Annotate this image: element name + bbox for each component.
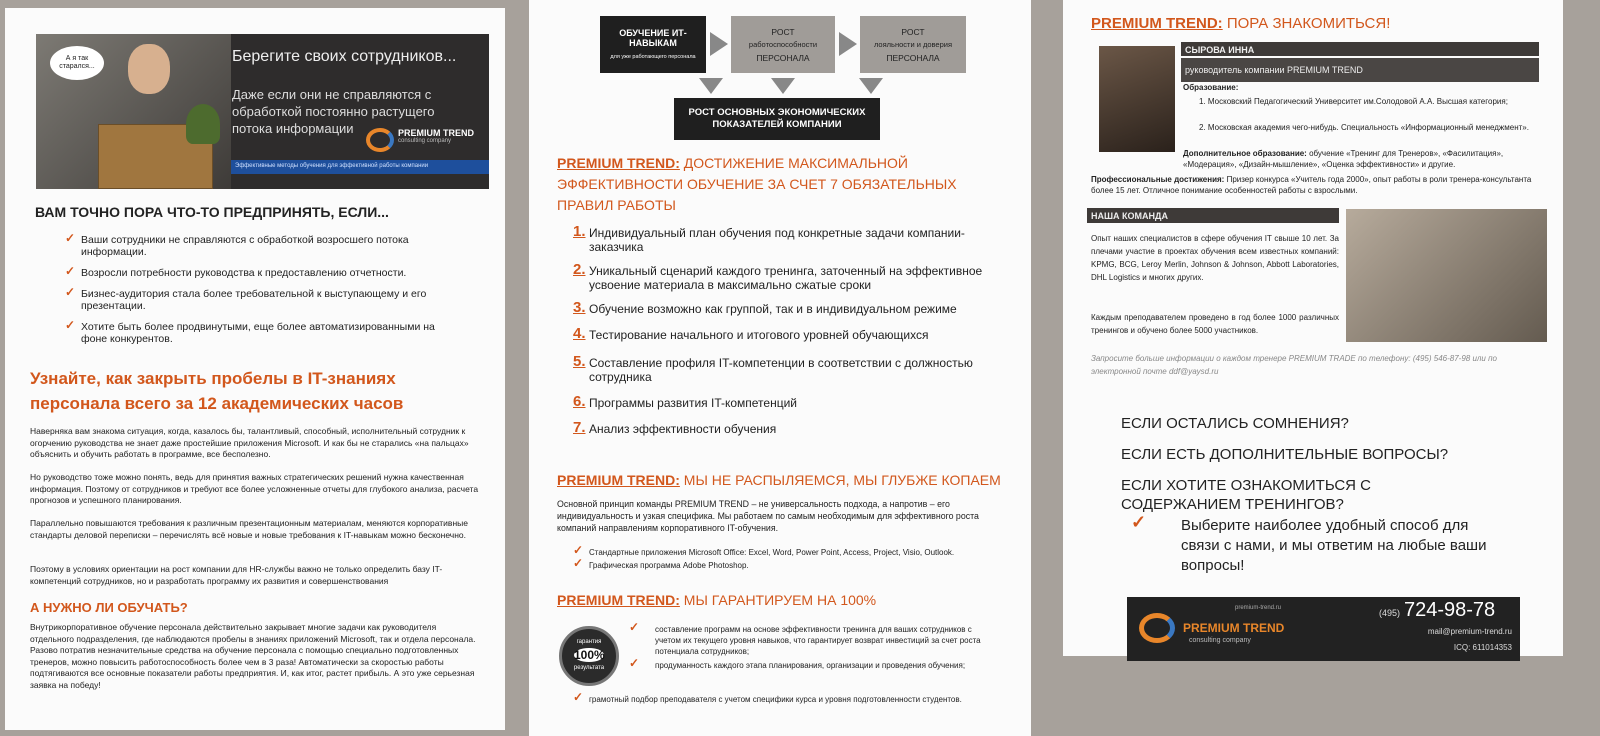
flow-box-label: РОСТ <box>771 26 795 37</box>
phone-code: (495) <box>1379 608 1401 618</box>
arrow-right-icon <box>710 32 728 56</box>
list-item <box>573 299 1013 316</box>
p2-section3-title <box>557 590 1017 611</box>
list-item <box>573 325 1013 342</box>
seal-top-text: гарантия <box>576 639 602 645</box>
hero-logo-name: PREMIUM TREND <box>398 128 474 138</box>
flow-box-label: работоспособности <box>748 39 818 49</box>
list-item <box>573 261 1013 292</box>
p1-paragraph-3: Параллельно повышаются требования к различным презентационным материалам, меняются корпоративные стандарты деловой переписки – перечислять всё новые и новые требования к IT-навыкам можно бесконечно. <box>30 518 468 540</box>
hero-title: Берегите своих сотрудников... <box>232 48 457 65</box>
brochure-page-3-bottom <box>1063 204 1563 656</box>
team-text-1: Опыт наших специалистов в сфере обучения IT свыше 10 лет. За плечами участие в проектах обучения всем известных компаний: KPMG, BCG, Leroy Merlin, Johnson & Johnson, Abbott Laboratories, DHL Logistics и многих других. <box>1091 234 1339 282</box>
p2-section1-title <box>557 153 1007 216</box>
p2-section2-title <box>557 470 1017 491</box>
flow-box-training-sub: для уже работающего персонала <box>610 53 696 60</box>
edu-item-2: 2. Московская академия чего-нибудь. Специальность «Информационный менеджмент». <box>1199 123 1529 132</box>
brand-label: PREMIUM TREND: <box>1091 15 1223 32</box>
arrow-down-icon <box>699 78 723 94</box>
brand-label: PREMIUM TREND: <box>557 155 680 171</box>
brochure-page-2 <box>529 0 1031 736</box>
person-name: СЫРОВА ИННА <box>1181 42 1539 56</box>
extra-edu-text: обучение «Тренинг для Тренеров», «Фасилитация», «Модерация», «Дизайн-мышление», «Оценка эффективности» и другие. <box>1183 149 1504 169</box>
hero-strip: Эффективные методы обучения для эффективной работы компании <box>231 160 489 174</box>
contact-card <box>1127 597 1520 661</box>
cta-text: Выберите наиболее удобный способ для связи с нами, и мы ответим на любые ваши вопросы! <box>1181 517 1487 574</box>
p3-title <box>1091 13 1551 34</box>
rule-number: 3. <box>573 299 586 316</box>
list-item: ✓ составление программ на основе эффективности тренинга для ваших сотрудников с учетом их текущего уровня навыков, что гарантирует возврат инвестиций за счет роста потенциала сотрудников; <box>627 624 997 657</box>
rule-number: 4. <box>573 325 586 342</box>
arrow-down-icon <box>771 78 795 94</box>
p1-check-list <box>63 234 463 354</box>
rule-text: Программы развития IT-компетенций <box>589 396 798 410</box>
person-photo <box>1099 46 1175 152</box>
flow-box-training-title: ОБУЧЕНИЕ ИТ-НАВЫКАМ <box>619 27 687 48</box>
question-3: ЕСЛИ ХОТИТЕ ОЗНАКОМИТЬСЯ С СОДЕРЖАНИЕМ ТРЕНИНГОВ? <box>1121 477 1372 513</box>
request-info: Запросите больше информации о каждом тренере PREMIUM TRADE по телефону: (495) 546-87-98 или по электронной почте ddf@yaysd.ru <box>1091 354 1497 376</box>
brochure-page-3-top <box>1063 0 1563 204</box>
p1-paragraph-1: Наверняка вам знакома ситуация, когда, казалось бы, талантливый, способный, исполнительный сотрудник к огорчению руководства не знает даже простейшие приложения Microsoft. И как бы не старались «на пальцах» объяснить и обучить работать в программе, все бесполезно. <box>30 426 469 459</box>
flow-box-label: ПЕРСОНАЛА <box>886 52 940 63</box>
list-item <box>573 353 1013 384</box>
rule-number: 2. <box>573 261 586 278</box>
swirl-logo-icon <box>1139 613 1175 643</box>
swirl-logo-icon <box>366 128 394 152</box>
guarantee-seal-icon <box>559 626 619 686</box>
person-role: руководитель компании PREMIUM TREND <box>1181 58 1539 82</box>
seal-percent: 100% <box>574 648 605 662</box>
arrow-down-icon <box>859 78 883 94</box>
flow-box-performance <box>731 16 835 73</box>
rule-number: 5. <box>573 353 586 370</box>
p2-section2-list <box>571 547 991 580</box>
p2-guarantee-list <box>627 624 997 674</box>
list-item: ✓ Возросли потребности руководства к предоставлению отчетности. <box>63 267 463 279</box>
rules-list <box>573 223 1013 436</box>
brochure-page-1 <box>5 8 505 730</box>
rule-number: 6. <box>573 393 586 410</box>
p1-heading: ВАМ ТОЧНО ПОРА ЧТО-ТО ПРЕДПРИНЯТЬ, ЕСЛИ... <box>35 204 389 220</box>
p1-subheading: А НУЖНО ЛИ ОБУЧАТЬ? <box>30 600 188 615</box>
p2-section2-text: Основной принцип команды PREMIUM TREND – не универсальность подхода, а напротив – его индивидуальность и узкая специфика. Мы работаем по самым необходимым для эффективного роста компаний направлениям корпоративного IT-обучения. <box>557 499 979 533</box>
check-icon: ✓ <box>1131 512 1147 532</box>
list-item <box>573 419 1013 436</box>
question-1: ЕСЛИ ОСТАЛИСЬ СОМНЕНИЯ? <box>1121 415 1349 432</box>
rule-number: 7. <box>573 419 586 436</box>
rule-text: Тестирование начального и итогового уровней обучающихся <box>589 328 929 342</box>
contact-logo-name: PREMIUM TREND <box>1183 621 1285 635</box>
section-title-text: МЫ НЕ РАСПЫЛЯЕМСЯ, МЫ ГЛУБЖЕ КОПАЕМ <box>683 472 1001 488</box>
flow-box-loyalty <box>860 16 966 73</box>
hero-plant <box>186 104 220 144</box>
list-item: ✓ Стандартные приложения Microsoft Office: Excel, Word, Power Point, Access, Project, Visio, Outlook. <box>571 547 991 558</box>
team-title: НАША КОМАНДА <box>1087 208 1339 223</box>
flow-box-training <box>600 16 706 73</box>
section-title-text: МЫ ГАРАНТИРУЕМ НА 100% <box>683 592 877 608</box>
flow-box-label: РОСТ <box>901 26 925 37</box>
flow-box-growth: РОСТ ОСНОВНЫХ ЭКОНОМИЧЕСКИХ ПОКАЗАТЕЛЕЙ КОМПАНИИ <box>674 98 880 140</box>
list-item: ✓ Хотите быть более продвинутыми, еще более автоматизированными на фоне конкурентов. <box>63 321 463 345</box>
flow-box-label: лояльности и доверия <box>873 39 953 49</box>
list-item <box>573 393 1013 410</box>
list-item: ✓ Графическая программа Adobe Photoshop. <box>571 560 991 571</box>
brand-label: PREMIUM TREND: <box>557 592 680 608</box>
phone-number[interactable]: 724-98-78 <box>1404 599 1496 621</box>
contact-site: premium-trend.ru <box>1235 605 1282 611</box>
p1-title: Узнайте, как закрыть пробелы в IT-знаниях персонала всего за 12 академических часов <box>30 369 404 413</box>
hero-logo-sub: consulting company <box>398 138 452 144</box>
extra-edu-label: Дополнительное образование: <box>1183 149 1307 158</box>
edu-item-1: 1. Московский Педагогический Университет им.Солодовой А.А. Высшая категория; <box>1199 97 1508 106</box>
flow-box-label: ПЕРСОНАЛА <box>756 52 810 63</box>
question-2: ЕСЛИ ЕСТЬ ДОПОЛНИТЕЛЬНЫЕ ВОПРОСЫ? <box>1121 446 1449 463</box>
hero-person <box>128 44 170 94</box>
rule-text: Анализ эффективности обучения <box>589 422 777 436</box>
list-item: ✓ Бизнес-аудитория стала более требовательной к выступающему и его презентации. <box>63 288 463 312</box>
prof-label: Профессиональные достижения: <box>1091 175 1225 184</box>
contact-icq: ICQ: 611014353 <box>1453 643 1512 652</box>
edu-label: Образование: <box>1183 83 1239 92</box>
hero-banner <box>36 34 489 189</box>
hero-subtitle: Даже если они не справляются с обработкой постоянно растущего потока информации <box>232 87 435 136</box>
seal-bottom-text: результата <box>573 665 605 671</box>
prof-achievements <box>1091 174 1539 196</box>
rule-number: 1. <box>573 223 586 240</box>
p1-paragraph-2: Но руководство тоже можно понять, ведь для принятия важных стратегических решений нужна качественная информация. Поэтому от сотрудников и требуют все более усложненные отчеты для глубокого анализа, расчета прогнозов и успешного планирования. <box>30 472 479 505</box>
rule-text: Составление профиля IT-компетенции в соответствии с должностью сотрудника <box>589 356 973 384</box>
p2-guarantee-list-2 <box>571 694 991 714</box>
section-title-text: ПОРА ЗНАКОМИТЬСЯ! <box>1226 15 1391 32</box>
rule-text: Индивидуальный план обучения под конкретные задачи компании-заказчика <box>589 226 965 254</box>
list-item: ✓ продуманность каждого этапа планирования, организации и проведения обучения; <box>627 660 997 671</box>
team-photo <box>1346 209 1547 342</box>
p1-paragraph-4: Поэтому в условиях ориентации на рост компании для HR-службы важно не только определить базу IT-компетенций сотрудников, но и разработать программу их развития и совершенствования <box>30 564 443 586</box>
list-item: ✓ Ваши сотрудники не справляются с обработкой возросшего потока информации. <box>63 234 463 258</box>
hero-logo <box>366 128 486 154</box>
contact-email[interactable]: mail@premium-trend.ru <box>1427 627 1512 636</box>
list-item: ✓ грамотный подбор преподавателя с учетом специфики курса и уровня подготовленности студентов. <box>571 694 991 705</box>
contact-logo-sub: consulting company <box>1189 637 1251 644</box>
rule-text: Уникальный сценарий каждого тренинга, заточенный на эффективное усвоение материала в максимально сжатые сроки <box>589 264 983 292</box>
team-text-2: Каждым преподавателем проведено в год более 1000 различных тренингов и обучено более 5000 участников. <box>1091 313 1339 335</box>
list-item <box>573 223 1013 254</box>
brand-label: PREMIUM TREND: <box>557 472 680 488</box>
prof-text: Призер конкурса «Учитель года 2000», опыт работы в роли тренера-консультанта более 15 лет. Отличное понимание особенностей работы с взрослыми. <box>1091 175 1532 195</box>
section-title-text: ДОСТИЖЕНИЕ МАКСИМАЛЬНОЙ ЭФФЕКТИВНОСТИ ОБУЧЕНИЕ ЗА СЧЕТ 7 ОБЯЗАТЕЛЬНЫХ ПРАВИЛ РАБОТЫ <box>557 155 957 213</box>
rule-text: Обучение возможно как группой, так и в индивидуальном режиме <box>589 302 957 316</box>
p1-final-paragraph: Внутрикорпоративное обучение персонала действительно закрывает многие задачи как руководителя отдельного подразделения, где наблюдаются пробелы в знаниях приложений Microsoft, так и отдела персонала. Разово потратив незначительные средства на обучение персонала с помощью специально подготовленных тренеров, можно повысить работоспособность более чем в 3 раза! Автоматически за скоростью работы подтягиваются все основные показатели работы предприятия. И, как итог, растет прибыль. А это уже серьезная заявка на победу! <box>30 622 476 690</box>
extra-edu <box>1091 148 1539 170</box>
arrow-right-icon <box>839 32 857 56</box>
speech-bubble: А я так старался... <box>50 46 104 80</box>
